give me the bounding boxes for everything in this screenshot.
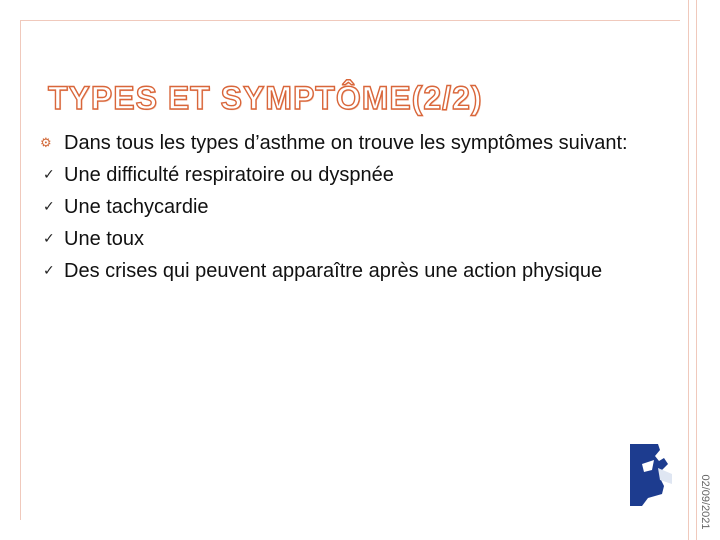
checkmark-icon: ✓ <box>43 167 55 183</box>
bullet-item <box>40 130 640 157</box>
bullet-text: Une toux <box>64 228 145 250</box>
bullet-text: Dans tous les types d’asthme on trouve les symptômes suivant: <box>64 132 628 154</box>
bullet-text: Des crises qui peuvent apparaître après une action physique <box>64 260 603 282</box>
slide-title: TYPES ET SYMPTÔME(2/2) <box>48 80 483 116</box>
bullet-item <box>40 258 640 285</box>
gear-bullet-icon: ⚙ <box>40 136 52 151</box>
bullet-text: Une difficulté respiratoire ou dyspnée <box>64 164 394 186</box>
footer-date: 02/09/2021 <box>699 474 711 530</box>
bullet-item <box>40 226 640 253</box>
bullet-text: Une tachycardie <box>64 196 209 218</box>
frame-right-line-inner <box>696 0 697 540</box>
profile-logo-icon <box>628 440 672 510</box>
bullet-item <box>40 162 640 189</box>
frame-top-line <box>20 20 680 21</box>
checkmark-icon: ✓ <box>43 263 55 279</box>
frame-left-line <box>20 20 21 520</box>
bullet-list <box>40 130 640 290</box>
checkmark-icon: ✓ <box>43 199 55 215</box>
frame-right-line <box>688 0 689 540</box>
bullet-item <box>40 194 640 221</box>
checkmark-icon: ✓ <box>43 231 55 247</box>
